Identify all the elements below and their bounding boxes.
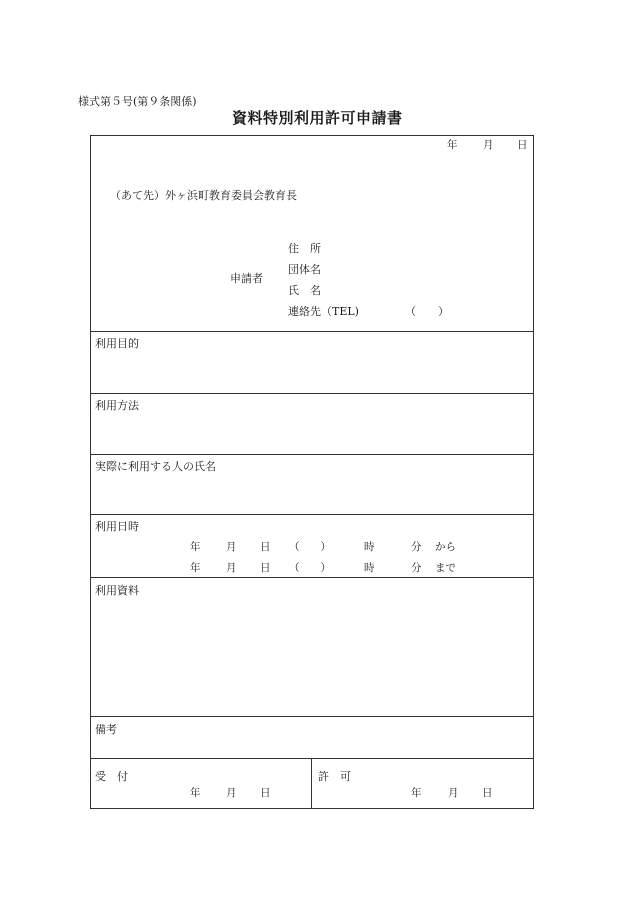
date-month-field[interactable]: 月	[483, 139, 494, 151]
until-year-field[interactable]: 年	[190, 562, 201, 574]
from-suffix: から	[435, 541, 456, 553]
from-month-field[interactable]: 月	[226, 541, 237, 553]
datetime-label: 利用日時	[95, 520, 139, 533]
users-field[interactable]: 実際に利用する人の氏名	[95, 460, 216, 473]
materials-field[interactable]: 利用資料	[95, 584, 139, 597]
receipt-month-field[interactable]: 月	[226, 787, 237, 799]
receipt-day-field[interactable]: 日	[260, 787, 271, 799]
from-weekday-field[interactable]: （ ）	[289, 541, 331, 553]
until-hour-field[interactable]: 時	[364, 562, 375, 574]
from-minute-field[interactable]: 分	[411, 541, 422, 553]
divider	[90, 331, 534, 332]
permission-day-field[interactable]: 日	[482, 787, 493, 799]
divider	[90, 716, 534, 717]
page-title: 資料特別利用許可申請書	[232, 109, 403, 127]
divider	[90, 454, 534, 455]
contact-field[interactable]: 連絡先（TEL)	[288, 305, 359, 318]
divider	[90, 514, 534, 515]
date-year-field[interactable]: 年	[447, 139, 458, 151]
purpose-field[interactable]: 利用目的	[95, 337, 139, 350]
contact-area-code[interactable]: （ ）	[405, 305, 449, 318]
from-day-field[interactable]: 日	[260, 541, 271, 553]
until-weekday-field[interactable]: （ ）	[289, 562, 331, 574]
remarks-field[interactable]: 備考	[95, 723, 117, 736]
until-minute-field[interactable]: 分	[411, 562, 422, 574]
divider	[311, 758, 312, 809]
divider	[90, 758, 534, 759]
permission-year-field[interactable]: 年	[411, 787, 422, 799]
receipt-label: 受 付	[95, 770, 128, 783]
form-number: 様式第５号(第９条関係)	[78, 95, 197, 108]
until-day-field[interactable]: 日	[260, 562, 271, 574]
method-field[interactable]: 利用方法	[95, 399, 139, 412]
date-day-field[interactable]: 日	[517, 139, 528, 151]
name-field[interactable]: 氏 名	[288, 284, 321, 297]
from-year-field[interactable]: 年	[190, 541, 201, 553]
permission-label: 許 可	[318, 770, 351, 783]
receipt-year-field[interactable]: 年	[190, 787, 201, 799]
until-suffix: まで	[435, 562, 456, 574]
divider	[90, 393, 534, 394]
applicant-label: 申請者	[230, 272, 263, 285]
organization-field[interactable]: 団体名	[288, 263, 321, 276]
addressee: （あて先）外ヶ浜町教育委員会教育長	[110, 189, 297, 202]
address-field[interactable]: 住 所	[288, 242, 321, 255]
divider	[90, 577, 534, 578]
permission-month-field[interactable]: 月	[448, 787, 459, 799]
until-month-field[interactable]: 月	[226, 562, 237, 574]
from-hour-field[interactable]: 時	[364, 541, 375, 553]
